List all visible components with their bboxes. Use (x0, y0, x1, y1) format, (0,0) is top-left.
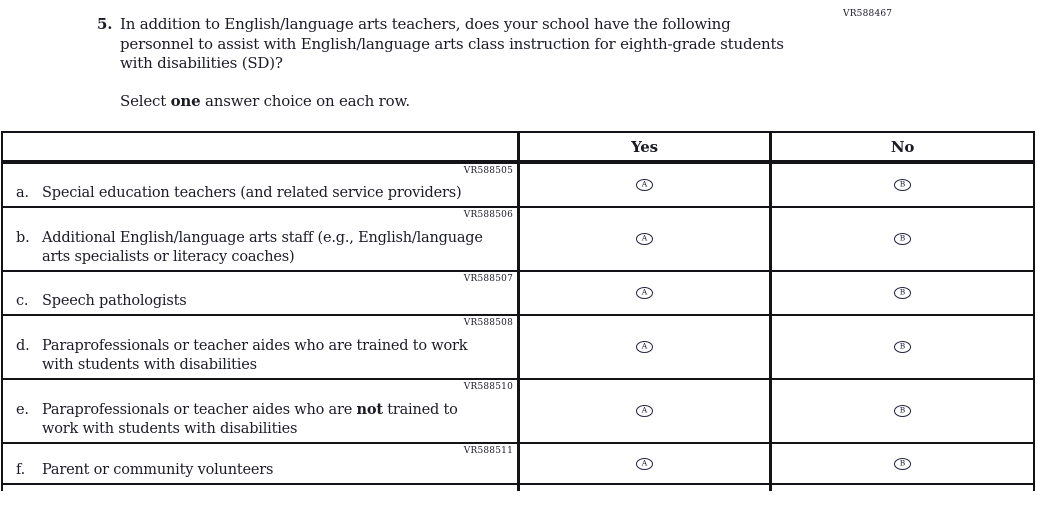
column-header-yes: Yes (517, 133, 769, 160)
row-label-text: Paraprofessionals or teacher aides who are (42, 402, 357, 418)
option-letter: A (641, 405, 648, 415)
row-question-cell (3, 380, 517, 442)
yes-cell (517, 380, 769, 442)
question-text-line: In addition to English/language arts teachers, does your school have the following (120, 15, 731, 33)
option-letter: B (899, 341, 906, 351)
row-variable-code: VR588507 (463, 274, 513, 284)
row-label (16, 460, 515, 480)
row-label (16, 400, 515, 439)
option-letter: A (641, 341, 648, 351)
instruction-text: answer choice on each row. (200, 92, 410, 110)
yes-option-oval[interactable] (636, 287, 653, 299)
row-question-cell (3, 208, 517, 270)
yes-option-oval[interactable] (636, 179, 653, 191)
yes-cell (517, 316, 769, 378)
question-instruction (120, 92, 410, 110)
yes-option-oval[interactable] (636, 341, 653, 353)
row-variable-code: VR588510 (463, 382, 513, 392)
no-option-oval[interactable] (894, 287, 911, 299)
no-cell (769, 444, 1033, 483)
yes-cell (517, 444, 769, 483)
row-label-line2: arts specialists or literacy coaches) (42, 249, 295, 265)
row-label-text: Paraprofessionals or teacher aides who are trained to work (42, 338, 468, 354)
row-question-cell (3, 272, 517, 314)
no-cell (769, 316, 1033, 378)
no-option-oval[interactable] (894, 233, 911, 245)
option-letter: A (641, 458, 648, 468)
option-letter: B (899, 405, 906, 415)
row-label-text: trained to (382, 402, 458, 418)
no-cell (769, 164, 1033, 206)
question-text-line: with disabilities (SD)? (120, 54, 283, 72)
yes-option-oval[interactable] (636, 233, 653, 245)
question-5 (97, 15, 837, 74)
row-label-text: Parent or community volunteers (42, 462, 274, 478)
table-row (3, 444, 1033, 485)
row-letter: d. (16, 338, 30, 354)
table-row (3, 164, 1033, 208)
option-letter: B (899, 287, 906, 297)
row-letter: b. (16, 230, 30, 246)
row-question-cell (3, 316, 517, 378)
no-option-oval[interactable] (894, 405, 911, 417)
column-header-no: No (769, 133, 1033, 160)
row-label (16, 228, 515, 267)
row-variable-code: VR588511 (463, 446, 513, 456)
table-row (3, 380, 1033, 444)
row-label (16, 183, 515, 203)
table-row (3, 272, 1033, 316)
option-letter: A (641, 179, 648, 189)
table-cutoff-stub (3, 485, 1033, 491)
no-option-oval[interactable] (894, 458, 911, 470)
row-letter: a. (16, 185, 29, 201)
row-label-bold: not (356, 401, 383, 418)
question-text-line: personnel to assist with English/language arts class instruction for eighth-grade students (120, 34, 784, 53)
row-letter: c. (16, 293, 29, 309)
no-option-oval[interactable] (894, 179, 911, 191)
answer-table (1, 131, 1035, 491)
row-label (16, 336, 515, 375)
yes-option-oval[interactable] (636, 458, 653, 470)
yes-cell (517, 208, 769, 270)
row-label-line2: work with students with disabilities (42, 421, 298, 437)
table-row (3, 208, 1033, 272)
yes-option-oval[interactable] (636, 405, 653, 417)
row-label-line2: with students with disabilities (42, 357, 257, 373)
option-letter: A (641, 287, 648, 297)
form-code: VR588467 (843, 9, 893, 19)
row-letter: f. (16, 462, 26, 478)
row-label (16, 291, 515, 311)
row-letter: e. (16, 402, 29, 418)
table-row (3, 316, 1033, 380)
option-letter: B (899, 179, 906, 189)
no-cell (769, 380, 1033, 442)
row-label-text: Speech pathologists (42, 293, 187, 309)
instruction-bold-word: one (170, 92, 201, 110)
option-letter: B (899, 233, 906, 243)
option-letter: A (641, 233, 648, 243)
row-variable-code: VR588505 (463, 166, 513, 176)
row-label-header-cell (3, 133, 517, 160)
yes-cell (517, 272, 769, 314)
no-option-oval[interactable] (894, 341, 911, 353)
row-label-text: Additional English/language arts staff (e.g., English/language (42, 230, 483, 246)
no-cell (769, 208, 1033, 270)
question-number: 5. (97, 15, 113, 33)
table-header-row (3, 133, 1033, 162)
row-label-text: Special education teachers (and related service providers) (42, 185, 462, 201)
row-question-cell (3, 444, 517, 483)
option-letter: B (899, 458, 906, 468)
instruction-text: Select (120, 92, 171, 110)
yes-cell (517, 164, 769, 206)
row-variable-code: VR588506 (463, 210, 513, 220)
question-text (120, 15, 784, 74)
row-question-cell (3, 164, 517, 206)
no-cell (769, 272, 1033, 314)
row-variable-code: VR588508 (463, 318, 513, 328)
